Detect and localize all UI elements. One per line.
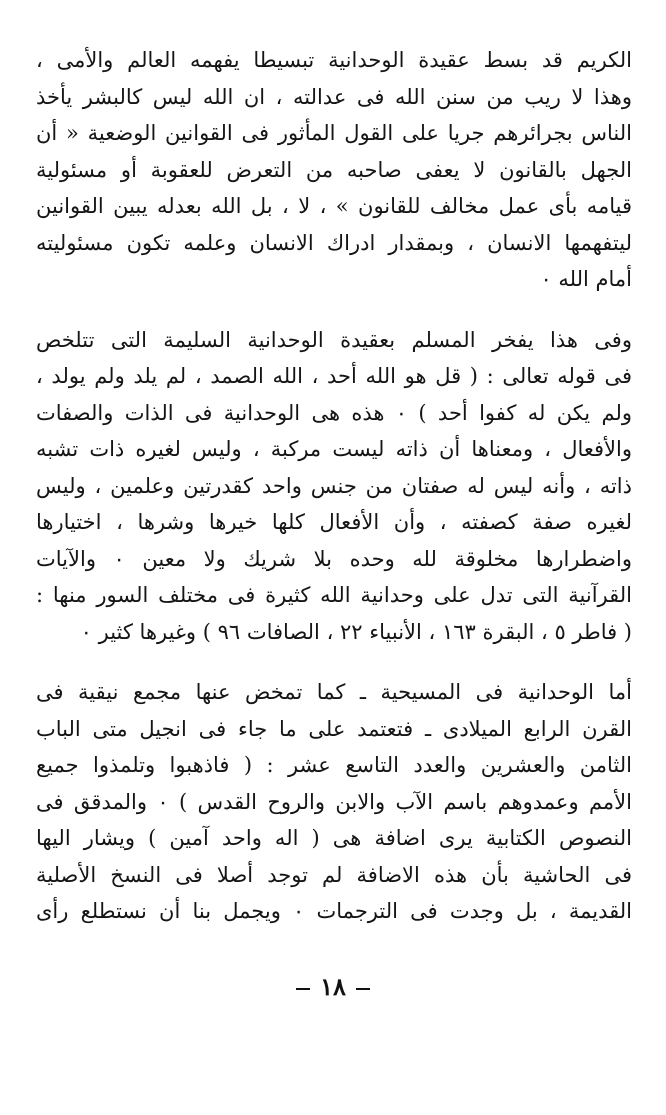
paragraph-1 (36, 42, 632, 298)
text-line: القرآنية التى تدل على وحدانية الله كثيرة فى مختلف السور منها : (36, 583, 632, 607)
paragraph-3 (36, 674, 632, 930)
text-line: القديمة ، بل وجدت فى الترجمات ٠ ويجمل بنا أن نستطلع رأى (36, 899, 632, 923)
text-line: وهذا لا ريب من سنن الله فى عدالته ، ان الله ليس كالبشر يأخذ (36, 84, 632, 109)
paragraph-2 (36, 322, 632, 651)
text-line: وفى هذا يفخر المسلم بعقيدة الوحدانية السليمة التى تتلخص (36, 327, 632, 352)
document-page (36, 42, 632, 1115)
dash-right (296, 988, 310, 990)
paragraph-spacer (36, 298, 632, 322)
text-line: النصوص الكتابية يرى اضافة هى ( اله واحد آمين ) ويشار اليها (36, 826, 632, 850)
text-line: القرن الرابع الميلادى ـ فتعتمد على ما جاء فى انجيل متى الباب (36, 716, 632, 741)
text-line: فى الحاشية بأن هذه الاضافة لم توجد أصلا فى النسخ الأصلية (36, 862, 632, 887)
dash-left (356, 988, 370, 990)
text-line: الثامن والعشرين والعدد التاسع عشر : ( فاذهبوا وتلمذوا جميع (36, 753, 632, 777)
text-line: الكريم قد بسط عقيدة الوحدانية تبسيطا يفهمه العالم والأمى ، (36, 48, 632, 72)
text-line: ( فاطر ٥ ، البقرة ١٦٣ ، الأنبياء ٢٢ ، الصافات ٩٦ ) وغيرها كثير ٠ (80, 619, 632, 644)
paragraph-spacer (36, 650, 632, 674)
text-line: أمام الله ٠ (540, 267, 632, 291)
page-footer (0, 972, 666, 1002)
text-line: أما الوحدانية فى المسيحية ـ كما تمخض عنها مجمع نيقية فى (36, 680, 632, 704)
text-line: قيامه بأى عمل مخالف للقانون » ، لا ، بل الله بعدله يبين القوانين (36, 194, 632, 218)
text-line: الناس بجرائرهم جريا على القول المأثور فى القوانين الوضعية « أن (36, 121, 632, 145)
text-line: الجهل بالقانون لا يعفى صاحبه من التعرض للعقوبة أو مسئولية (36, 157, 632, 182)
page-number: ١٨ (320, 972, 346, 1001)
text-line: فى قوله تعالى : ( قل هو الله أحد ، الله الصمد ، لم يلد ولم يولد ، (36, 364, 632, 388)
text-line: واضطرارها مخلوقة لله وحده بلا شريك ولا معين ٠ والآيات (36, 546, 632, 571)
text-line: ولم يكن له كفوا أحد ) ٠ هذه هى الوحدانية فى الذات والصفات (36, 400, 632, 425)
text-line: والأفعال ، ومعناها أن ذاته ليست مركبة ، وليس لغيره ذات تشبه (36, 437, 632, 461)
text-line: الأمم وعمدوهم باسم الآب والابن والروح القدس ) ٠ والمدقق فى (36, 789, 632, 814)
text-line: لغيره صفة كصفته ، وأن الأفعال كلها خيرها وشرها ، اختيارها (36, 510, 632, 534)
text-line: ليتفهمها الانسان ، وبمقدار ادراك الانسان وعلمه تكون مسئوليته (36, 230, 632, 255)
text-line: ذاته ، وأنه ليس له صفتان من جنس واحد كقدرتين وعلمين ، وليس (36, 473, 632, 498)
